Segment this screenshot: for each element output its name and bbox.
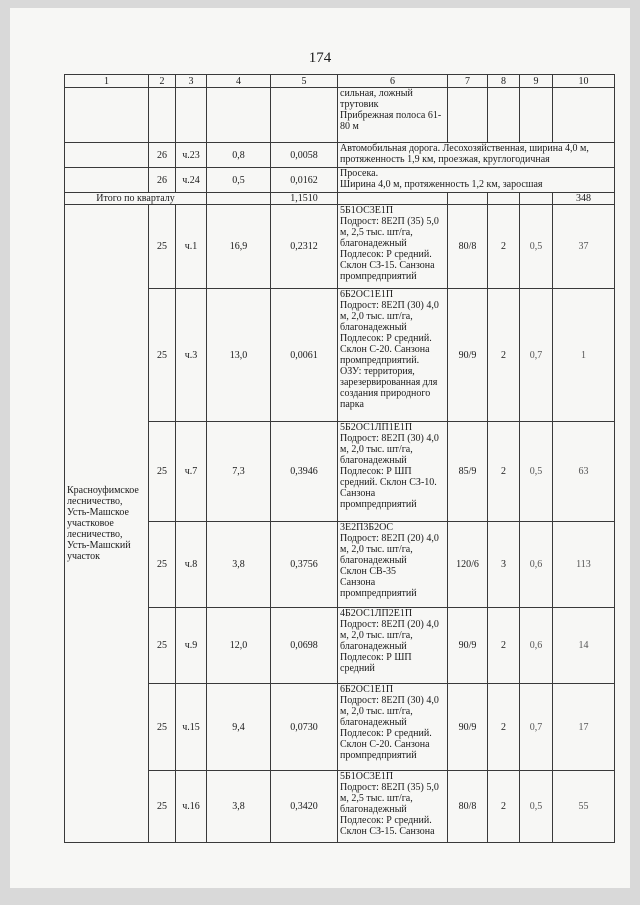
forest-table	[64, 74, 615, 843]
total-area: 1,1510	[271, 193, 338, 205]
table-row: 25 ч.8 3,8 0,3756 3Е2П3Б2ОС Подрост: 8Е2П (20) 4,0 м, 2,0 тыс. шт/га, благонадежный Склон СВ-35 Санзона промпредприятий 120/6 3 0,6 113	[65, 522, 615, 608]
description-cell: 5Б2ОС1ЛП1Е1П Подрост: 8Е2П (30) 4,0 м, 2,0 тыс. шт/га, благонадежный Подлесок: Р ШП средний. Склон СЗ-10. Санзона промпредприятий	[338, 422, 448, 522]
description-cell: 5Б1ОС3Е1П Подрост: 8Е2П (35) 5,0 м, 2,5 тыс. шт/га, благонадежный Подлесок: Р средний. Склон СЗ-15. Санзона промпредприятий	[338, 205, 448, 289]
description-cell: 6Б2ОС1Е1П Подрост: 8Е2П (30) 4,0 м, 2,0 тыс. шт/га, благонадежный Подлесок: Р средний. Склон С-20. Санзона промпредприятий. ОЗУ: территория, зарезервированная для создания природного парка	[338, 289, 448, 422]
description-cell: Просека. Ширина 4,0 м, протяженность 1,2 км, заросшая	[338, 168, 615, 193]
table-row: 26 ч.24 0,5 0,0162 Просека. Ширина 4,0 м, протяженность 1,2 км, заросшая	[65, 168, 615, 193]
table-row: 25 ч.15 9,4 0,0730 6Б2ОС1Е1П Подрост: 8Е2П (30) 4,0 м, 2,0 тыс. шт/га, благонадежный Подлесок: Р средний. Склон С-20. Санзона промпредприятий 90/9 2 0,7 17	[65, 684, 615, 771]
table-row: 25 ч.7 7,3 0,3946 5Б2ОС1ЛП1Е1П Подрост: 8Е2П (30) 4,0 м, 2,0 тыс. шт/га, благонадежный Подлесок: Р ШП средний. Склон СЗ-10. Санзона промпредприятий 85/9 2 0,5 63	[65, 422, 615, 522]
header-cell: 7	[448, 75, 488, 88]
table-row: 26 ч.23 0,8 0,0058 Автомобильная дорога. Лесохозяйственная, ширина 4,0 м, протяженность 1,9 км, проезжая, круглогодичная	[65, 143, 615, 168]
total-volume: 348	[553, 193, 615, 205]
total-row	[65, 193, 615, 205]
header-row	[65, 75, 615, 88]
page-number: 174	[308, 50, 332, 66]
table-row: 25 ч.16 3,8 0,3420 5Б1ОС3Е1П Подрост: 8Е2П (35) 5,0 м, 2,5 тыс. шт/га, благонадежный Подлесок: Р средний. Склон СЗ-15. Санзона 80/8 2 0,5 55	[65, 771, 615, 843]
table-row: 25 ч.9 12,0 0,0698 4Б2ОС1ЛП2Е1П Подрост: 8Е2П (20) 4,0 м, 2,0 тыс. шт/га, благонадежный Подлесок: Р ШП средний 90/9 2 0,6 14	[65, 608, 615, 684]
total-label: Итого по кварталу	[65, 193, 207, 205]
description-cell: 6Б2ОС1Е1П Подрост: 8Е2П (30) 4,0 м, 2,0 тыс. шт/га, благонадежный Подлесок: Р средний. Склон С-20. Санзона промпредприятий	[338, 684, 448, 771]
header-cell: 5	[271, 75, 338, 88]
header-cell: 10	[553, 75, 615, 88]
header-cell: 1	[65, 75, 149, 88]
description-cell: 5Б1ОС3Е1П Подрост: 8Е2П (35) 5,0 м, 2,5 тыс. шт/га, благонадежный Подлесок: Р средний. Склон СЗ-15. Санзона	[338, 771, 448, 843]
description-cell: 3Е2П3Б2ОС Подрост: 8Е2П (20) 4,0 м, 2,0 тыс. шт/га, благонадежный Склон СВ-35 Санзона промпредприятий	[338, 522, 448, 608]
description-cell: Автомобильная дорога. Лесохозяйственная, ширина 4,0 м, протяженность 1,9 км, проезжая, круглогодичная	[338, 143, 615, 168]
table-row	[65, 88, 615, 143]
header-cell: 2	[149, 75, 176, 88]
header-cell: 4	[207, 75, 271, 88]
table-row: 25 ч.3 13,0 0,0061 6Б2ОС1Е1П Подрост: 8Е2П (30) 4,0 м, 2,0 тыс. шт/га, благонадежный Подлесок: Р средний. Склон С-20. Санзона промпредприятий. ОЗУ: территория, зарезервированная для создания природного парка 90/9 2 0,7 1	[65, 289, 615, 422]
description-cell: сильная, ложный трутовик Прибрежная полоса 61-80 м	[338, 88, 448, 143]
table-row: Красноуфимское лесничество, Усть-Машское участковое лесничество, Усть-Машский участок 25 ч.1 16,9 0,2312 5Б1ОС3Е1П Подрост: 8Е2П (35) 5,0 м, 2,5 тыс. шт/га, благонадежный Подлесок: Р средний. Склон СЗ-15. Санзона промпредприятий 80/8 2 0,5 37	[65, 205, 615, 289]
description-cell: 4Б2ОС1ЛП2Е1П Подрост: 8Е2П (20) 4,0 м, 2,0 тыс. шт/га, благонадежный Подлесок: Р ШП средний	[338, 608, 448, 684]
header-cell: 6	[338, 75, 448, 88]
header-cell: 3	[176, 75, 207, 88]
header-cell: 9	[520, 75, 553, 88]
forestry-cell: Красноуфимское лесничество, Усть-Машское участковое лесничество, Усть-Машский участок	[65, 205, 149, 843]
header-cell: 8	[488, 75, 520, 88]
